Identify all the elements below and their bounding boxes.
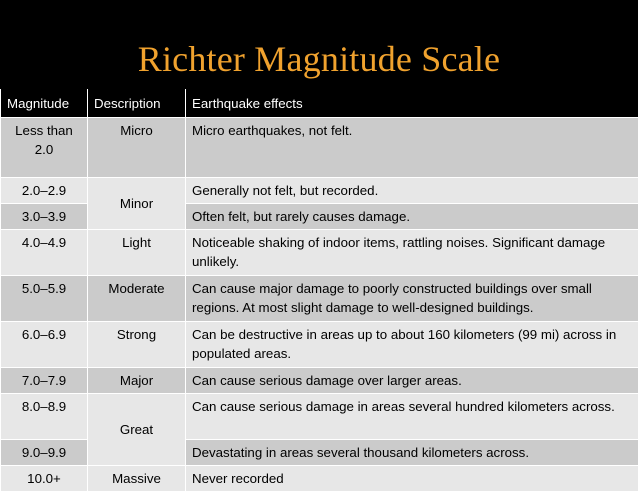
table-row	[1, 230, 638, 276]
magnitude-cell: 10.0+	[1, 466, 88, 492]
richter-table	[0, 89, 638, 492]
magnitude-cell: 6.0–6.9	[1, 322, 88, 368]
magnitude-cell: 7.0–7.9	[1, 368, 88, 394]
effects-cell: Never recorded	[186, 466, 638, 492]
header-magnitude: Magnitude	[1, 89, 88, 118]
table-row	[1, 178, 638, 204]
effects-cell: Can cause major damage to poorly constructed buildings over small regions. At most slight damage to well-designed buildings.	[186, 276, 638, 322]
table-row	[1, 276, 638, 322]
magnitude-cell: 5.0–5.9	[1, 276, 88, 322]
description-cell: Strong	[88, 322, 186, 368]
magnitude-cell: Less than 2.0	[1, 118, 88, 178]
effects-cell: Noticeable shaking of indoor items, rattling noises. Significant damage unlikely.	[186, 230, 638, 276]
magnitude-cell: 9.0–9.9	[1, 440, 88, 466]
description-cell: Massive	[88, 466, 186, 492]
description-cell: Major	[88, 368, 186, 394]
effects-cell: Can cause serious damage over larger areas.	[186, 368, 638, 394]
table-row	[1, 368, 638, 394]
table-header-row	[1, 89, 638, 118]
slide-title: Richter Magnitude Scale	[0, 38, 638, 80]
description-cell: Great	[88, 394, 186, 466]
header-description: Description	[88, 89, 186, 118]
description-cell: Light	[88, 230, 186, 276]
table-row	[1, 118, 638, 178]
effects-cell: Often felt, but rarely causes damage.	[186, 204, 638, 230]
effects-cell: Devastating in areas several thousand kilometers across.	[186, 440, 638, 466]
description-cell: Minor	[88, 178, 186, 230]
description-cell: Moderate	[88, 276, 186, 322]
magnitude-cell: 3.0–3.9	[1, 204, 88, 230]
magnitude-cell: 4.0–4.9	[1, 230, 88, 276]
magnitude-cell: 2.0–2.9	[1, 178, 88, 204]
header-effects: Earthquake effects	[186, 89, 638, 118]
description-cell: Micro	[88, 118, 186, 178]
effects-cell: Generally not felt, but recorded.	[186, 178, 638, 204]
effects-cell: Can be destructive in areas up to about 160 kilometers (99 mi) across in populated areas.	[186, 322, 638, 368]
magnitude-cell: 8.0–8.9	[1, 394, 88, 440]
effects-cell: Micro earthquakes, not felt.	[186, 118, 638, 178]
effects-cell: Can cause serious damage in areas several hundred kilometers across.	[186, 394, 638, 440]
table-row	[1, 394, 638, 440]
table-row	[1, 322, 638, 368]
